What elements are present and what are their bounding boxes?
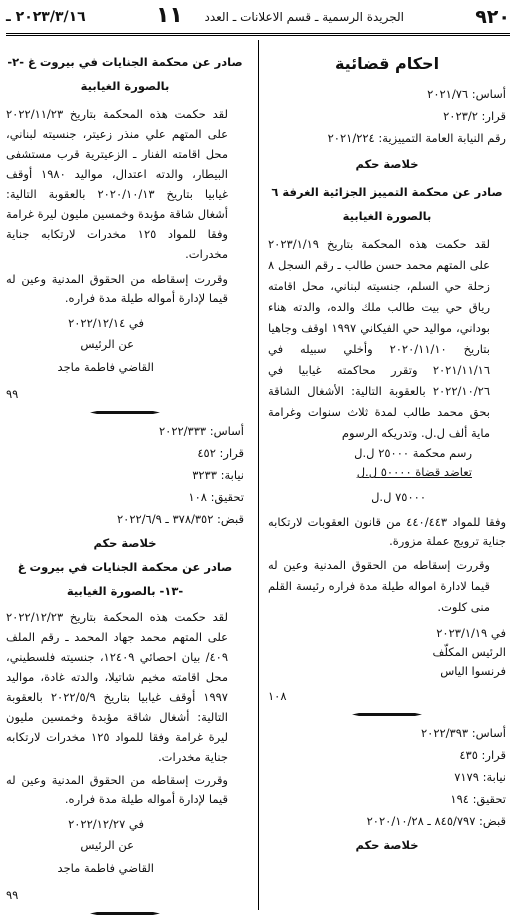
column-divider [258, 40, 259, 910]
decision-text: وقررت إسقاطه من الحقوق المدنية وعين له قيما لادارة امواله طيلة مدة فراره رئيسة القلم منى كلوت. [268, 558, 490, 614]
court-title: صادر عن محكمة الجنايات في بيروت غ -١٣- بالصورة الغيابية [17, 560, 233, 598]
signature-date: في ٢٠٢٣/١/١٩ [436, 626, 506, 640]
notice-ref: ٩٩ [6, 387, 19, 401]
signature-title: الرئيس المكلّف [432, 645, 506, 659]
section-heading: احكام قضائية [334, 54, 440, 73]
decision-text: وقررت إسقاطه من الحقوق المدنية وعين له قيما لإدارة أمواله طيلة مدة فراره. [6, 272, 228, 305]
meta-line: نيابة: ٣٢٣٣ [192, 468, 244, 482]
signature-name: فرنسوا الياس [440, 664, 506, 678]
notice-ref: ٩٩ [6, 888, 19, 902]
meta-line: قرار: ٤٣٥ [459, 748, 506, 762]
summary-title: خلاصة حكم [93, 536, 157, 550]
meta-line: أساس: ٢٠٢٢/٣٣٣ [158, 424, 244, 438]
right-column [268, 40, 506, 855]
fee-line: رسم محكمة ٢٥٠٠٠ ل.ل [354, 446, 472, 460]
signature-date: في ٢٠٢٢/١٢/١٤ [68, 316, 144, 330]
page-number: ٩٢٠ [475, 6, 510, 28]
header-rule [6, 33, 510, 36]
signature-name: القاضي فاطمة ماجد [57, 360, 154, 374]
case-meta [6, 420, 244, 530]
issue-date: ٢٠٢٣/٣/١٦ ـ [6, 9, 86, 25]
court-title: صادر عن محكمة الجنايات في بيروت غ -٢- بالصورة الغيابية [7, 55, 243, 93]
signature-title: عن الرئيس [80, 337, 134, 351]
separator-ornament [6, 404, 244, 420]
signature-title: عن الرئيس [80, 838, 134, 852]
separator-ornament [6, 905, 244, 921]
meta-line: أساس: ٢٠٢١/٧٦ [427, 87, 506, 101]
meta-line: قرار: ٢٠٢٣/٢ [443, 109, 506, 123]
notice-ref: ١٠٨ [268, 689, 287, 703]
meta-line: رقم النيابة العامة التمييزية: ٢٠٢١/٢٢٤ [327, 131, 506, 145]
meta-line: قرار: ٤٥٢ [197, 446, 244, 460]
meta-line: نيابة: ٧١٧٩ [454, 770, 506, 784]
meta-line: تحقيق: ١٠٨ [188, 490, 244, 504]
issue-number: ١١ [156, 3, 183, 28]
left-column [6, 40, 244, 921]
meta-line: قبض: ٨٤٥/٧٩٧ ـ ٢٠٢٠/١٠/٢٨ [366, 814, 506, 828]
court-title: صادر عن محكمة التمييز الجزائية الغرفة ٦ بالصورة الغيابية [271, 185, 503, 223]
decision-text: وقررت إسقاطه من الحقوق المدنية وعين له قيما لإدارة أمواله طيلة مدة فراره. [6, 773, 228, 806]
judgment-text: لقد حكمت هذه المحكمة بتاريخ ٢٠٢٢/١١/٢٣ على المتهم علي منذر زعيتر، جنسيته لبناني، محل اقامته الفنار ـ الزعيترية قرب مستشفى البيطار، والدته اعتدال، مواليد ١٩٨٠ أوقف غيابيا بتاريخ ٢٠٢٠/١٠/١٣ بالعقوبة التالية: أشغال شاقة مؤبدة وخمسين مليون ليرة غرامة وفقا للمواد ١٢٥ مخدرات لارتكابه جناية مخدرات. [6, 107, 228, 261]
case-meta-1 [268, 83, 506, 149]
summary-title: خلاصة حكم [355, 157, 419, 171]
summary-title: خلاصة حكم [355, 838, 419, 852]
law-text: وفقا للمواد ٤٤٠/٤٤٣ من قانون العقوبات لارتكابه جناية ترويج عملة مزورة. [268, 515, 506, 548]
page-header [6, 3, 510, 32]
separator-ornament [268, 706, 506, 722]
judgment-text: لقد حكمت هذه المحكمة بتاريخ ٢٠٢٣/١/١٩ على المتهم محمد حسن طالب ـ رقم السجل ٨ زحلة حي السلم، جنسيته لبناني، محل اقامته رياق حي بيت طالب ملك والده، والدته هناء بوداني، مواليد حي الفيكاني ١٩٩٧ اوقف وجاهيا بتاريخ ٢٠٢٠/١١/١٠ وأخلي سبيله في ٢٠٢١/١١/١٦ وتقرر محاكمته غيابيا في ٢٠٢٢/١٠/٢٦ بالعقوبة التالية: الأشغال الشاقة بحق محمد طالب لمدة ثلاث سنوات وغرامة ماية ألف ل.ل. وتدريكه الرسوم [268, 237, 490, 440]
meta-line: أساس: ٢٠٢٢/٣٩٣ [420, 726, 506, 740]
signature-date: في ٢٠٢٢/١٢/٢٧ [68, 817, 144, 831]
fee-line: تعاضد قضاة ٥٠٠٠٠ ل.ل [356, 465, 472, 479]
meta-line: قبض: ٣٧٨/٣٥٢ ـ ٢٠٢٢/٦/٩ [116, 512, 244, 526]
fee-total: ٧٥٠٠٠ ل.ل [371, 490, 426, 504]
signature-name: القاضي فاطمة ماجد [57, 861, 154, 875]
meta-line: تحقيق: ١٩٤ [450, 792, 506, 806]
judgment-text: لقد حكمت هذه المحكمة بتاريخ ٢٠٢٢/١٢/٢٣ على المتهم محمد جهاد المحمد ـ رقم الملف ٤٠٩/ بيان احصائي ١٢٤٠٩، جنسيته فلسطيني، محل اقامته مخيم شاتيلا، والدته غادة، مواليد ١٩٩٧ أوقف غيابيا بتاريخ ٢٠٢٢/٥/٩ بالعقوبة التالية: أشغال شاقة مؤبدة وخمسين مليون ليرة غرامة وفقا للمواد ١٢٥ مخدرات لارتكابه جناية مخدرات. [6, 610, 229, 764]
gazette-title: الجريدة الرسمية ـ قسم الاعلانات ـ العدد [204, 10, 404, 24]
case-meta-2 [268, 722, 506, 832]
